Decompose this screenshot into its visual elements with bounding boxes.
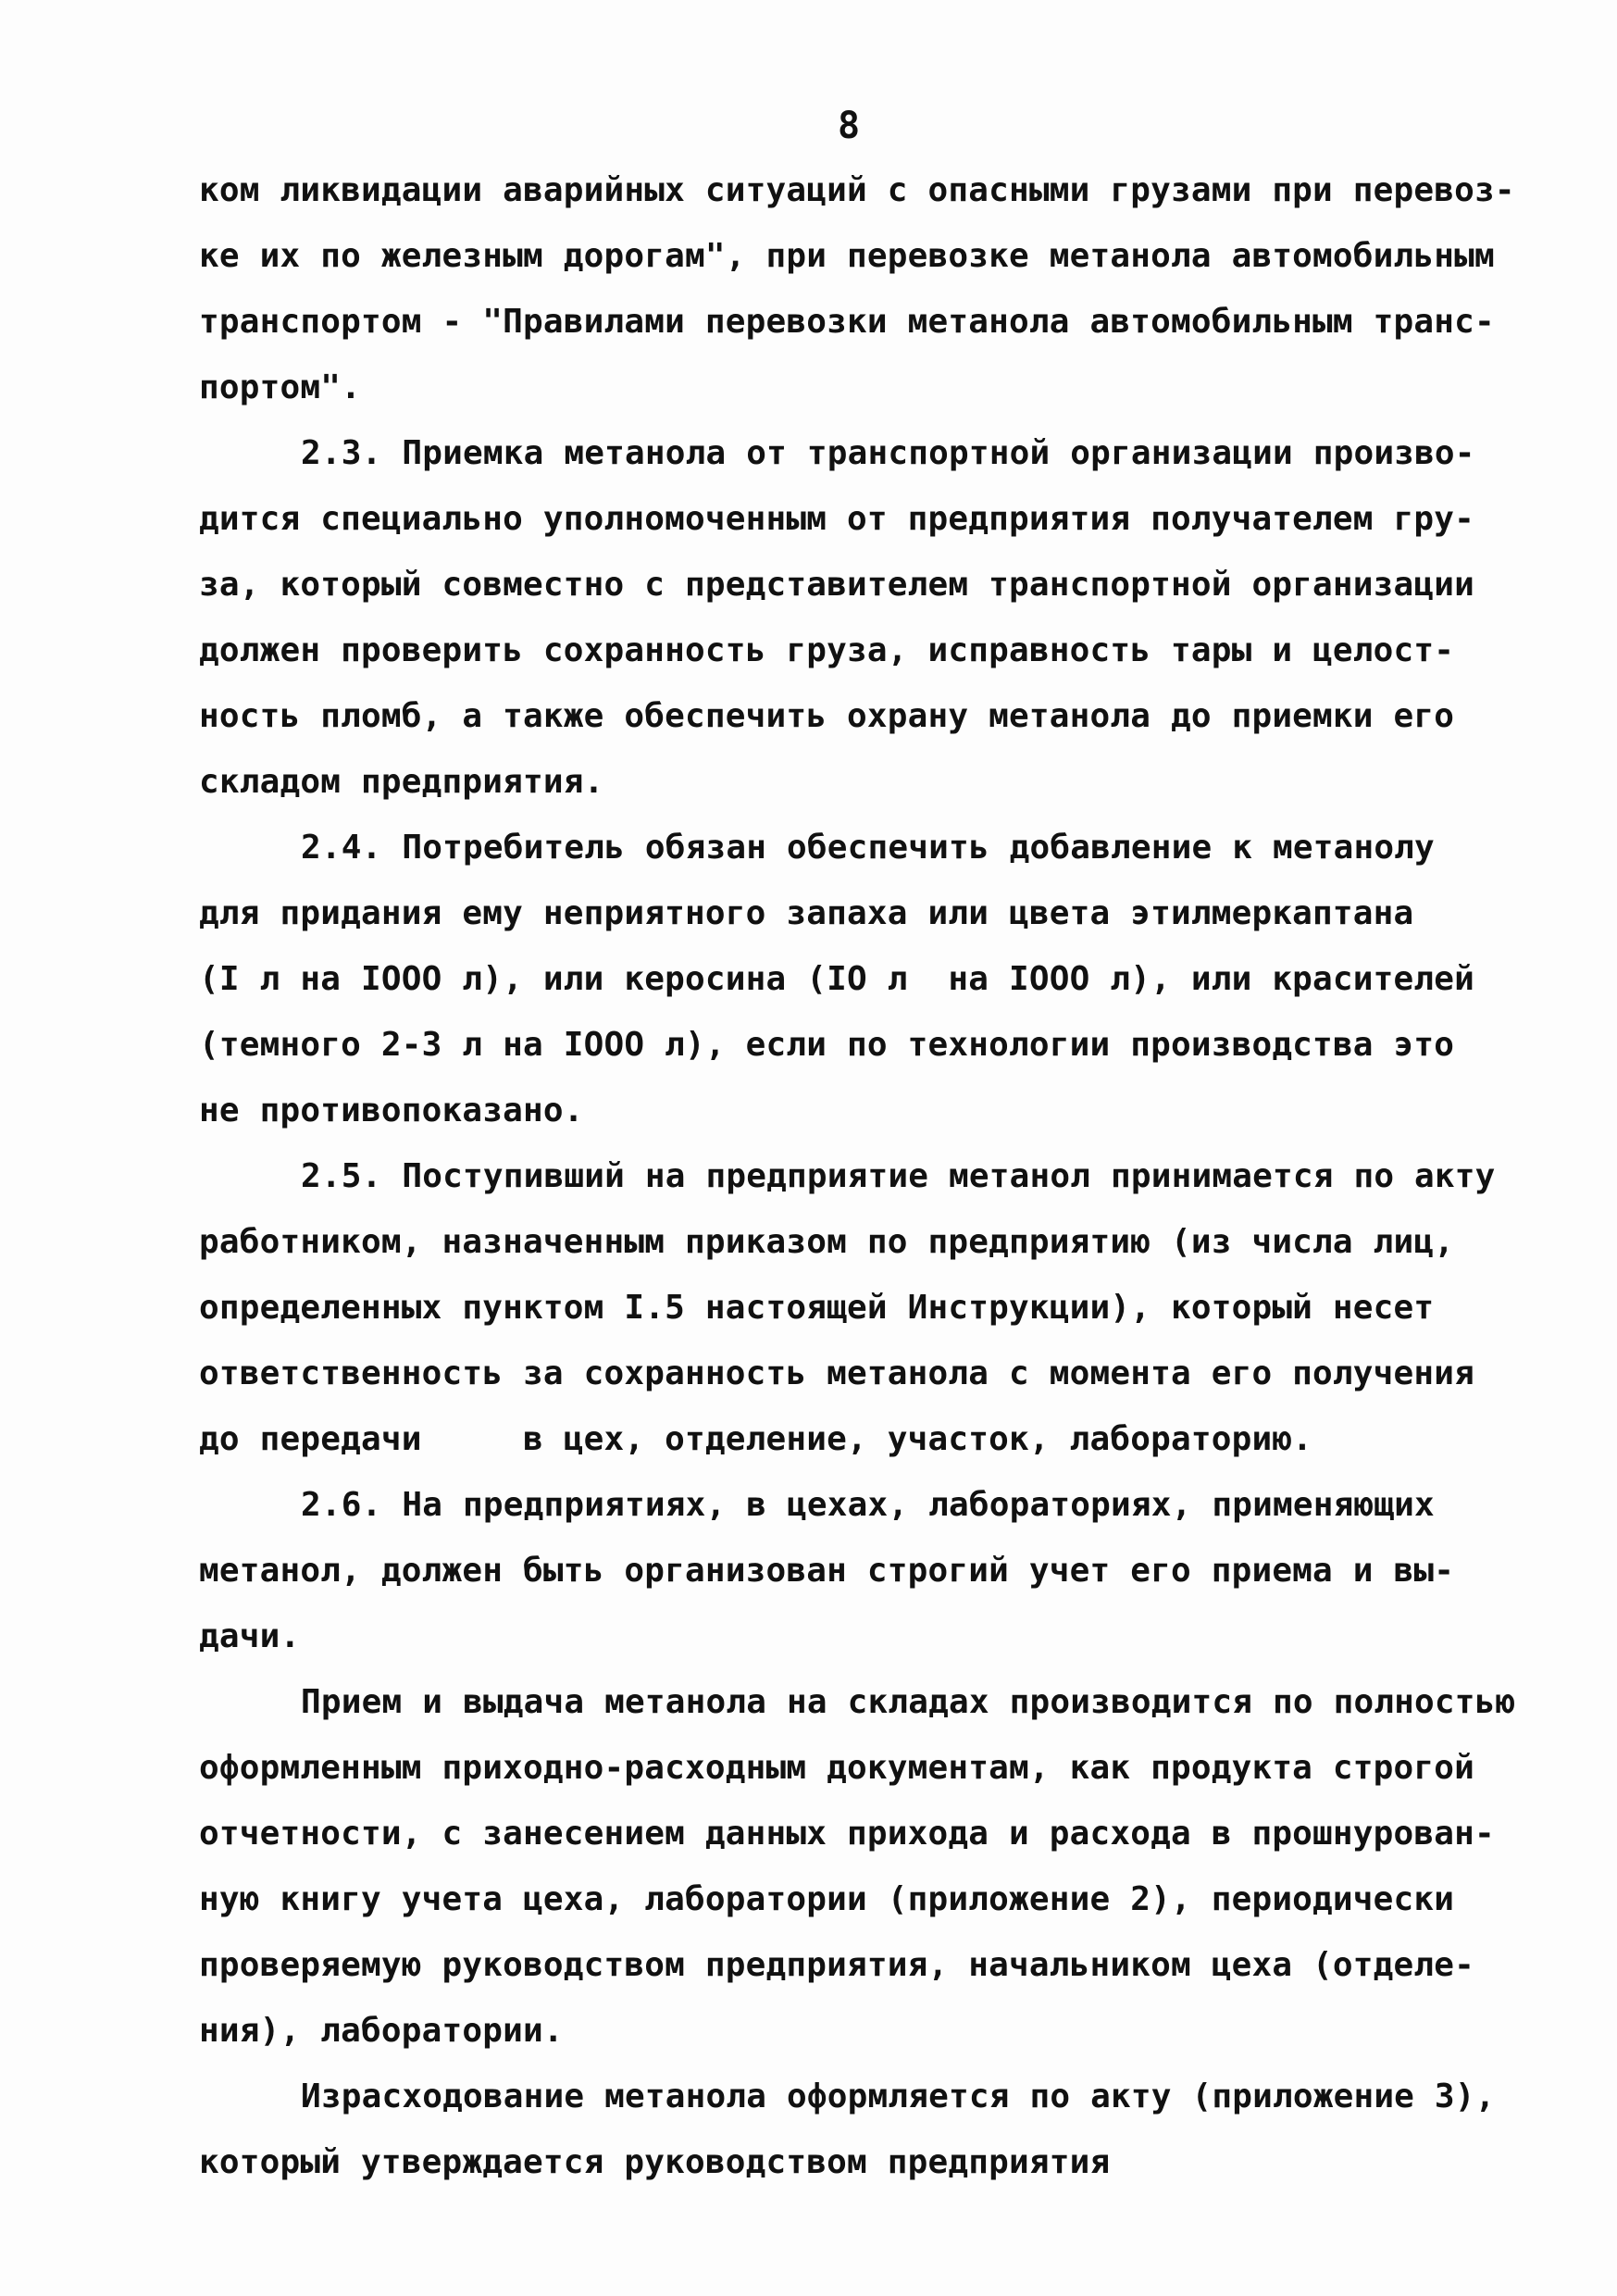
- text-line: для придания ему неприятного запаха или цвета этилмеркаптана: [199, 894, 1414, 932]
- text-line: транспортом - "Правилами перевозки метанола автомобильным транс-: [199, 303, 1495, 341]
- text-line: Прием и выдача метанола на складах производится по полностью: [301, 1683, 1516, 1721]
- text-line: за, который совместно с представителем транспортной организации: [199, 566, 1475, 604]
- text-line: который утверждается руководством предприятия: [199, 2143, 1111, 2181]
- text-line: ответственность за сохранность метанола с момента его получения: [199, 1354, 1475, 1392]
- text-line: 2.3. Приемка метанола от транспортной организации произво-: [301, 434, 1475, 472]
- text-line: отчетности, с занесением данных прихода и расхода в прошнурован-: [199, 1815, 1495, 1853]
- text-line: проверяемую руководством предприятия, начальником цеха (отделе-: [199, 1946, 1475, 1984]
- text-line: ком ликвидации аварийных ситуаций с опасными грузами при перевоз-: [199, 171, 1515, 209]
- text-line: работником, назначенным приказом по предприятию (из числа лиц,: [199, 1223, 1455, 1261]
- text-line: определенных пунктом I.5 настоящей Инструкции), который несет: [199, 1289, 1435, 1327]
- page-number: 8: [838, 105, 861, 147]
- text-line: дится специально уполномоченным от предприятия получателем гру-: [199, 500, 1475, 538]
- text-line: ную книгу учета цеха, лаборатории (приложение 2), периодически: [199, 1880, 1455, 1918]
- text-line: 2.6. На предприятиях, в цехах, лабораториях, применяющих: [301, 1486, 1435, 1524]
- text-line: не противопоказано.: [199, 1092, 584, 1129]
- text-line: складом предприятия.: [199, 763, 604, 801]
- text-line: дачи.: [199, 1617, 301, 1655]
- text-line: ность пломб, а также обеспечить охрану метанола до приемки его: [199, 697, 1455, 735]
- text-line: 2.4. Потребитель обязан обеспечить добавление к метанолу: [301, 829, 1435, 867]
- body-text: [199, 157, 1569, 2195]
- text-line: должен проверить сохранность груза, исправность тары и целост-: [199, 631, 1455, 669]
- text-line: ке их по железным дорогам", при перевозке метанола автомобильным: [199, 237, 1495, 275]
- text-line: Израсходование метанола оформляется по акту (приложение 3),: [301, 2078, 1496, 2115]
- text-line: (I л на IOOO л), или керосина (IO л на IOOO л), или красителей: [199, 960, 1475, 998]
- text-line: оформленным приходно-расходным документам, как продукта строгой: [199, 1749, 1475, 1787]
- text-line: ния), лаборатории.: [199, 2012, 564, 2050]
- text-line: метанол, должен быть организован строгий учет его приема и вы-: [199, 1552, 1455, 1590]
- text-line: портом".: [199, 368, 361, 406]
- text-line: (темного 2-3 л на IOOO л), если по технологии производства это: [199, 1026, 1455, 1064]
- text-line: 2.5. Поступивший на предприятие метанол принимается по акту: [301, 1157, 1496, 1195]
- text-line: до передачи в цех, отделение, участок, лабораторию.: [199, 1420, 1313, 1458]
